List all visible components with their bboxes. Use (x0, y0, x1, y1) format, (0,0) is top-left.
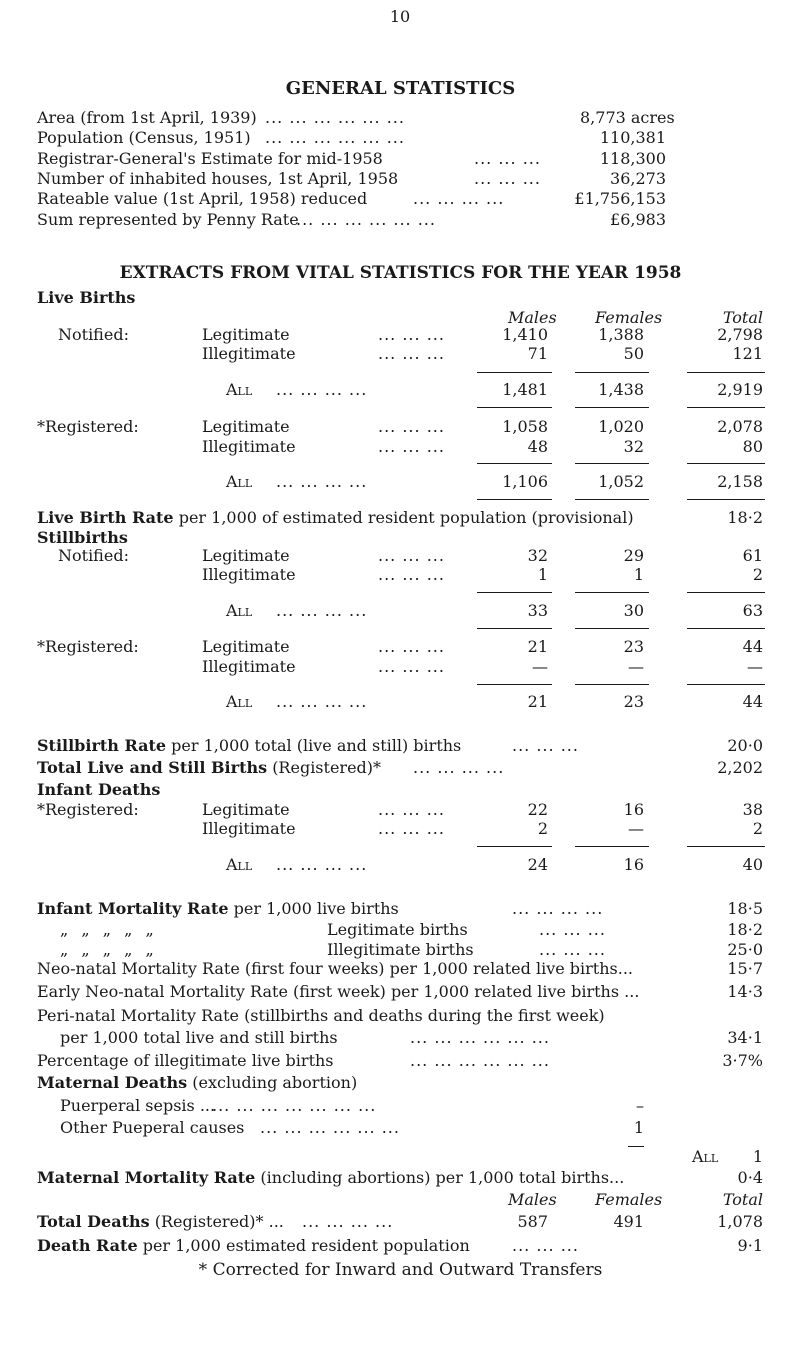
sum-rule (575, 463, 649, 464)
leader-dots: ... ... ... ... ... ... (265, 128, 405, 147)
stillbirths-heading: Stillbirths (37, 528, 128, 547)
males-value: 587 (517, 1212, 548, 1231)
peri-natal-rate-value: 34·1 (727, 1028, 763, 1047)
total-deaths-text: (Registered)* ... (154, 1212, 284, 1231)
sum-rule (687, 684, 765, 685)
col-header-total: Total (722, 1190, 763, 1209)
general-row-value: £1,756,153 (574, 189, 666, 208)
sum-rule (575, 684, 649, 685)
leader-dots: ... ... ... (378, 325, 445, 344)
live-birth-rate-text: per 1,000 of estimated resident population (provisional) (178, 508, 634, 527)
leader-dots: ... ... ... ... ... ... ... (212, 1096, 377, 1115)
sum-rule (575, 499, 649, 500)
row-group-label: *Registered: (37, 417, 139, 436)
leader-dots: ... ... ... ... ... ... (260, 1118, 400, 1137)
infant-mortality-value: 18·5 (727, 899, 763, 918)
females-value: 23 (623, 637, 644, 656)
leader-dots: ... ... ... (378, 565, 445, 584)
ditto-marks: „ „ „ „ „ (60, 920, 158, 939)
males-value: 48 (527, 437, 548, 456)
total-value: 2,078 (717, 417, 763, 436)
leader-dots: ... ... ... ... ... ... (265, 108, 405, 127)
females-value: 1 (633, 565, 644, 584)
males-value: 32 (527, 546, 548, 565)
sum-rule (477, 499, 552, 500)
row-label: Illegitimate (202, 657, 296, 676)
sum-rule (477, 628, 552, 629)
infant-mortality-illegit-text: Illegitimate births (327, 940, 474, 959)
males-value: 21 (527, 692, 548, 711)
males-value: 21 (527, 637, 548, 656)
early-neo-natal-rate-value: 14·3 (727, 982, 763, 1001)
col-header-females: Females (595, 1190, 663, 1209)
sum-rule (575, 372, 649, 373)
leader-dots: ... ... ... (474, 149, 541, 168)
sum-rule (477, 846, 552, 847)
row-label-all: All (226, 855, 253, 874)
females-value: — (628, 819, 644, 838)
general-row-value: 36,273 (610, 169, 666, 188)
sum-rule (687, 846, 765, 847)
maternal-deaths-heading: Maternal Deaths (37, 1073, 188, 1092)
neo-natal-rate-text: Neo-natal Mortality Rate (first four weeks) per 1,000 related live births... (37, 959, 634, 978)
females-value: 50 (623, 344, 644, 363)
maternal-mortality-text: (including abortions) per 1,000 total births... (260, 1168, 625, 1187)
stillbirth-rate-text: per 1,000 total (live and still) births (171, 736, 462, 755)
leader-dots: ... ... ... ... ... ... (410, 1028, 550, 1047)
total-value: 63 (742, 601, 763, 620)
total-value: 2 (752, 565, 763, 584)
leader-dots: ... ... ... (512, 1236, 579, 1255)
maternal-mortality-rate (37, 1170, 624, 1186)
peri-natal-rate-line1: Peri-natal Mortality Rate (stillbirths and deaths during the first week) (37, 1006, 605, 1025)
general-row-value: 8,773 acres (580, 108, 675, 127)
total-value: 44 (742, 637, 763, 656)
col-header-total: Total (722, 308, 763, 327)
leader-dots: ... ... ... (512, 736, 579, 755)
sum-rule (575, 407, 649, 408)
males-value: 2 (537, 819, 548, 838)
total-value: 80 (742, 437, 763, 456)
leader-dots: ... ... ... ... ... ... (296, 210, 436, 229)
extracts-title: EXTRACTS FROM VITAL STATISTICS FOR THE YEAR 1958 (119, 263, 682, 283)
sum-rule (687, 372, 765, 373)
leader-dots: ... ... ... ... (276, 380, 368, 399)
col-header-males: Males (508, 1190, 557, 1209)
death-rate-heading: Death Rate (37, 1236, 138, 1255)
females-value: 29 (623, 546, 644, 565)
total-deaths-heading: Total Deaths (37, 1212, 150, 1231)
males-value: 33 (527, 601, 548, 620)
live-births-heading: Live Births (37, 288, 136, 307)
males-value: 24 (527, 855, 548, 874)
row-label-all: All (226, 380, 253, 399)
live-birth-rate-value: 18·2 (727, 508, 763, 527)
other-puerperal-value: 1 (633, 1118, 644, 1137)
death-rate-value: 9·1 (737, 1236, 763, 1255)
row-label: Legitimate (202, 417, 290, 436)
total-live-still-text: (Registered)* (272, 758, 382, 777)
leader-dots: ... ... ... ... (413, 758, 505, 777)
males-value: 1 (537, 565, 548, 584)
total-value: 121 (732, 344, 763, 363)
leader-dots: ... ... ... ... (276, 692, 368, 711)
infant-mortality-heading: Infant Mortality Rate (37, 899, 229, 918)
sum-rule (687, 463, 765, 464)
leader-dots: ... ... ... ... (302, 1212, 394, 1231)
maternal-all-label: All (692, 1147, 719, 1166)
row-label: Illegitimate (202, 437, 296, 456)
col-header-females: Females (595, 308, 663, 327)
row-label-all: All (226, 692, 253, 711)
leader-dots: ... ... ... ... (276, 855, 368, 874)
puerperal-sepsis-label: Puerperal sepsis ... (60, 1096, 216, 1115)
sum-rule (575, 846, 649, 847)
infant-mortality-legit-value: 18·2 (727, 920, 763, 939)
general-row-label: Rateable value (1st April, 1958) reduced (37, 189, 368, 208)
infant-mortality-illegit-value: 25·0 (727, 940, 763, 959)
sum-rule (477, 592, 552, 593)
leader-dots: ... ... ... (378, 800, 445, 819)
footnote: * Corrected for Inward and Outward Transfers (198, 1260, 603, 1280)
total-live-still-births (37, 760, 381, 776)
leader-dots: ... ... ... (378, 657, 445, 676)
leader-dots: ... ... ... ... ... ... (410, 1051, 550, 1070)
row-label: Illegitimate (202, 819, 296, 838)
row-label: Legitimate (202, 546, 290, 565)
row-group-label: *Registered: (37, 637, 139, 656)
sum-rule (477, 407, 552, 408)
total-value: 44 (742, 692, 763, 711)
males-value: — (532, 657, 548, 676)
females-value: 491 (613, 1212, 644, 1231)
females-value: 16 (623, 855, 644, 874)
leader-dots: ... ... ... (378, 437, 445, 456)
general-row-label: Sum represented by Penny Rate (37, 210, 299, 229)
males-value: 1,106 (502, 472, 548, 491)
general-row-label: Number of inhabited houses, 1st April, 1958 (37, 169, 399, 188)
leader-dots: ... ... ... (378, 637, 445, 656)
sum-rule (477, 372, 552, 373)
general-row-value: £6,983 (610, 210, 666, 229)
females-value: 30 (623, 601, 644, 620)
males-value: 71 (527, 344, 548, 363)
sum-rule (575, 592, 649, 593)
row-label: Legitimate (202, 325, 290, 344)
death-rate-text: per 1,000 estimated resident population (142, 1236, 470, 1255)
maternal-deaths (37, 1075, 357, 1091)
infant-mortality-legit-text: Legitimate births (327, 920, 468, 939)
males-value: 1,481 (502, 380, 548, 399)
early-neo-natal-rate-text: Early Neo-natal Mortality Rate (first week) per 1,000 related live births ... (37, 982, 640, 1001)
sum-rule (687, 592, 765, 593)
females-value: 1,020 (598, 417, 644, 436)
row-group-label: *Registered: (37, 800, 139, 819)
total-deaths (37, 1214, 284, 1230)
leader-dots: ... ... ... (378, 344, 445, 363)
sum-rule (477, 684, 552, 685)
sum-rule (687, 499, 765, 500)
sum-rule (687, 628, 765, 629)
leader-dots: ... ... ... ... (276, 472, 368, 491)
leader-dots: ... ... ... (378, 417, 445, 436)
total-value: 2 (752, 819, 763, 838)
total-value: — (747, 657, 763, 676)
leader-dots: ... ... ... (539, 940, 606, 959)
row-group-label: Notified: (58, 325, 129, 344)
infant-mortality-text: per 1,000 live births (233, 899, 399, 918)
leader-dots: ... ... ... (474, 169, 541, 188)
peri-natal-rate-line2: per 1,000 total live and still births (60, 1028, 338, 1047)
maternal-deaths-text: (excluding abortion) (192, 1073, 358, 1092)
pct-illegitimate-value: 3·7% (722, 1051, 763, 1070)
females-value: 16 (623, 800, 644, 819)
leader-dots: ... ... ... ... (276, 601, 368, 620)
row-label: Legitimate (202, 800, 290, 819)
sum-rule (687, 407, 765, 408)
females-value: 1,388 (598, 325, 644, 344)
row-group-label: Notified: (58, 546, 129, 565)
males-value: 22 (527, 800, 548, 819)
puerperal-sepsis-value: – (636, 1096, 644, 1115)
leader-dots: ... ... ... (378, 819, 445, 838)
maternal-all-value: 1 (752, 1147, 763, 1166)
neo-natal-rate-value: 15·7 (727, 959, 763, 978)
females-value: 1,438 (598, 380, 644, 399)
stillbirth-rate-heading: Stillbirth Rate (37, 736, 167, 755)
general-statistics-title: GENERAL STATISTICS (285, 78, 516, 99)
row-label: Legitimate (202, 637, 290, 656)
total-value: 2,158 (717, 472, 763, 491)
total-value: 2,919 (717, 380, 763, 399)
row-label-all: All (226, 472, 253, 491)
maternal-mortality-heading: Maternal Mortality Rate (37, 1168, 256, 1187)
leader-dots: ... ... ... ... (413, 189, 505, 208)
total-value: 2,798 (717, 325, 763, 344)
page-number: 10 (389, 7, 411, 26)
sum-rule (575, 628, 649, 629)
females-value: 1,052 (598, 472, 644, 491)
row-label: Illegitimate (202, 565, 296, 584)
ditto-marks: „ „ „ „ „ (60, 940, 158, 959)
total-value: 38 (742, 800, 763, 819)
other-puerperal-label: Other Pueperal causes (60, 1118, 245, 1137)
leader-dots: ... ... ... (378, 546, 445, 565)
live-birth-rate-heading: Live Birth Rate (37, 508, 174, 527)
total-value: 61 (742, 546, 763, 565)
general-row-value: 110,381 (599, 128, 666, 147)
col-header-males: Males (508, 308, 557, 327)
maternal-mortality-value: 0·4 (737, 1168, 763, 1187)
death-rate (37, 1238, 470, 1254)
row-label: Illegitimate (202, 344, 296, 363)
row-label-all: All (226, 601, 253, 620)
sum-rule (477, 463, 552, 464)
total-value: 1,078 (717, 1212, 763, 1231)
stillbirth-rate-value: 20·0 (727, 736, 763, 755)
males-value: 1,410 (502, 325, 548, 344)
infant-mortality-rate (37, 901, 399, 917)
general-row-label: Area (from 1st April, 1939) (37, 108, 257, 127)
total-live-still-heading: Total Live and Still Births (37, 758, 268, 777)
females-value: 23 (623, 692, 644, 711)
stillbirth-rate (37, 738, 461, 754)
leader-dots: ... ... ... (539, 920, 606, 939)
general-row-value: 118,300 (599, 149, 666, 168)
males-value: 1,058 (502, 417, 548, 436)
pct-illegitimate-text: Percentage of illegitimate live births (37, 1051, 334, 1070)
females-value: — (628, 657, 644, 676)
infant-deaths-heading: Infant Deaths (37, 780, 161, 799)
leader-dots: ... ... ... ... (512, 899, 604, 918)
general-row-label: Registrar-General's Estimate for mid-1958 (37, 149, 383, 168)
sum-rule (628, 1146, 644, 1147)
general-row-label: Population (Census, 1951) (37, 128, 251, 147)
live-birth-rate (37, 510, 634, 526)
females-value: 32 (623, 437, 644, 456)
total-value: 40 (742, 855, 763, 874)
total-live-still-value: 2,202 (717, 758, 763, 777)
